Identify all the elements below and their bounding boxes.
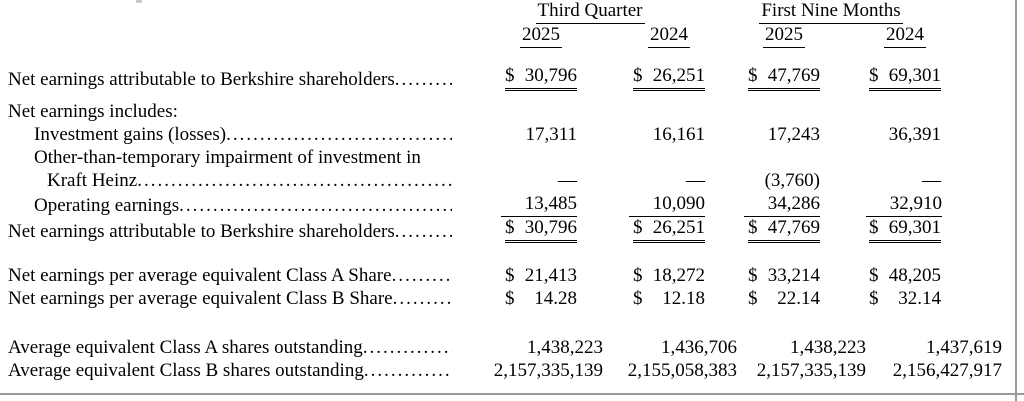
table-row-class-a-eps (0, 264, 1002, 287)
row-label: Net earnings attributable to Berkshire shareholders (8, 69, 395, 90)
value-cell: $ 26,251 (604, 64, 737, 91)
row-label: Net earnings per average equivalent Class B Share (8, 288, 393, 309)
table-row-kraft-heinz (0, 169, 1002, 192)
table-row-class-b-eps (0, 287, 1002, 310)
value-cell: $ 12.18 (633, 288, 706, 309)
dot-leader (226, 124, 452, 146)
value-cell: — (922, 170, 942, 191)
dot-leader (179, 195, 452, 217)
value-cell: 16,161 (652, 124, 706, 145)
value-cell: — (558, 170, 577, 191)
year-header: 2025 (737, 24, 866, 48)
value-cell: $ 18,272 (633, 265, 706, 286)
table-row-class-a-shares (0, 336, 1002, 359)
dot-leader (393, 288, 452, 310)
value-cell: 36,391 (888, 124, 942, 145)
spacer-row (0, 48, 1002, 64)
value-cell: $ 21,413 (505, 265, 577, 286)
value-cell: 17,243 (767, 124, 821, 145)
dot-leader (395, 221, 452, 243)
value-cell: — (686, 170, 706, 191)
year-header: 2024 (604, 24, 737, 48)
value-cell: $ 26,251 (604, 217, 737, 243)
table-row-operating-earnings (0, 192, 1002, 217)
value-cell: 17,311 (525, 124, 577, 145)
value-cell: $ 30,796 (455, 217, 604, 243)
value-cell: $ 69,301 (866, 217, 1002, 243)
page-bottom-border (0, 393, 1024, 395)
dot-leader (137, 170, 452, 192)
table-row-net-earnings-total (0, 64, 1002, 91)
spacer-row (0, 243, 1002, 264)
value-cell: 13,485 (455, 192, 604, 217)
value-cell: 32,910 (866, 192, 1002, 217)
value-cell: 10,090 (604, 192, 737, 217)
spacer-row (0, 310, 1002, 336)
row-label: Net earnings includes: (8, 101, 178, 122)
table-row-class-b-shares (0, 359, 1002, 382)
dot-leader (364, 360, 452, 382)
table-row-investment-gains (0, 123, 1002, 146)
year-header-row (0, 24, 1002, 48)
value-cell: 2,157,335,139 (756, 360, 867, 381)
value-cell: $ 47,769 (737, 217, 866, 243)
dot-leader (363, 337, 452, 359)
row-label: Average equivalent Class A shares outstanding (8, 337, 363, 358)
row-label: Investment gains (losses) (34, 124, 227, 145)
period-header-third-quarter: Third Quarter (455, 0, 737, 24)
value-cell: $ 48,205 (869, 265, 942, 286)
value-cell: 1,436,706 (661, 337, 738, 358)
year-header: 2025 (455, 24, 604, 48)
value-cell: (3,760) (764, 170, 821, 191)
value-cell: 1,437,619 (926, 337, 1003, 358)
value-cell: 1,438,223 (790, 337, 867, 358)
page-right-border (1015, 0, 1017, 401)
row-label: Other-than-temporary impairment of investment in (34, 147, 421, 168)
spacer-row (0, 91, 1002, 100)
value-cell: 2,157,335,139 (493, 360, 603, 381)
table-row-net-earnings-includes (0, 100, 1002, 123)
value-cell: 2,155,058,383 (627, 360, 738, 381)
value-cell: $ 14.28 (505, 288, 577, 309)
value-cell: $ 47,769 (737, 64, 866, 91)
row-label: Net earnings per average equivalent Class A Share (8, 265, 392, 286)
value-cell: $ 32.14 (869, 288, 942, 309)
value-cell: $ 30,796 (455, 64, 604, 91)
row-label: Average equivalent Class B shares outstanding (8, 360, 364, 381)
period-group-header-row (0, 0, 1002, 24)
row-label: Operating earnings (34, 195, 180, 216)
value-cell: $ 69,301 (866, 64, 1002, 91)
row-label: Kraft Heinz (47, 170, 138, 191)
table-row-net-earnings-total-2 (0, 217, 1002, 243)
row-label: Net earnings attributable to Berkshire shareholders (8, 221, 395, 242)
value-cell: $ 33,214 (748, 265, 821, 286)
value-cell: 1,438,223 (527, 337, 603, 358)
table-row-otti-line1 (0, 146, 1002, 169)
page-artifact (136, 0, 142, 3)
value-cell: 34,286 (737, 192, 866, 217)
dot-leader (392, 265, 452, 287)
year-header: 2024 (866, 24, 1002, 48)
period-header-first-nine-months: First Nine Months (737, 0, 1002, 24)
dot-leader (395, 69, 452, 91)
value-cell: $ 22.14 (748, 288, 821, 309)
value-cell: 2,156,427,917 (892, 360, 1003, 381)
